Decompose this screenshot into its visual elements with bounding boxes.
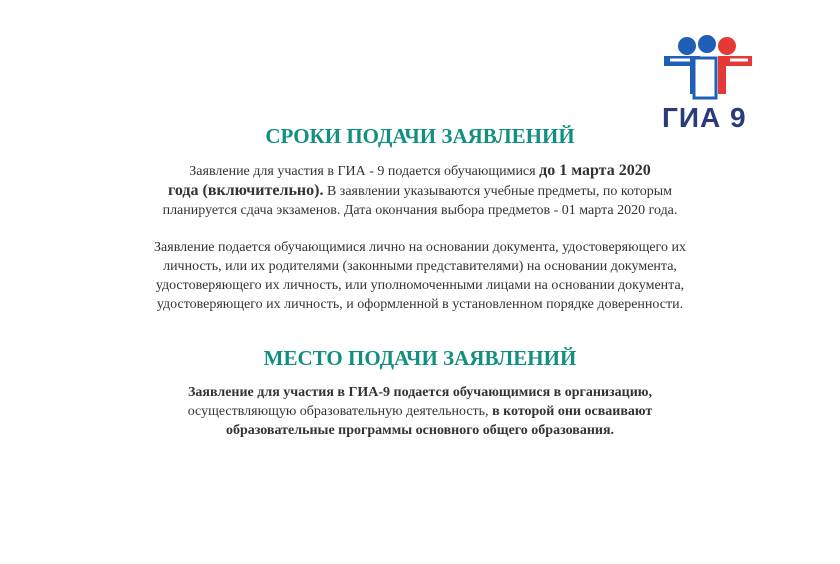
place-line-1: Заявление для участия в ГИА-9 подается обучающимися в организацию, xyxy=(188,385,652,400)
deadline-text-1: Заявление для участия в ГИА - 9 подается обучающимися xyxy=(189,164,540,179)
place-line-2-normal: осуществляющую образовательную деятельность, xyxy=(187,404,493,419)
submission-line-1: Заявление подается обучающимися лично на основании документа, удостоверяющего их xyxy=(154,240,686,255)
submission-line-4: удостоверяющего их личность, и оформленной в установленном порядке доверенности. xyxy=(156,297,684,312)
place-line-3: образовательные программы основного общего образования. xyxy=(225,423,615,438)
place-paragraph xyxy=(110,383,730,440)
submission-method-paragraph xyxy=(100,238,740,314)
gia-logo xyxy=(660,34,780,134)
deadline-inclusive: года (включительно). xyxy=(167,182,324,199)
gia-people-icon xyxy=(660,34,780,104)
submission-line-2: личность, или их родителями (законными представителями) на основании документа, xyxy=(163,259,677,274)
submission-line-3: удостоверяющего их личность, или уполномоченными лицами на основании документа, xyxy=(155,278,685,293)
place-heading: МЕСТО ПОДАЧИ ЗАЯВЛЕНИЙ xyxy=(263,346,577,370)
deadline-heading: СРОКИ ПОДАЧИ ЗАЯВЛЕНИЙ xyxy=(265,124,575,148)
deadline-text-3: планируется сдача экзаменов. Дата окончания выбора предметов - 01 марта 2020 года. xyxy=(162,203,678,218)
deadline-text-2: В заявлении указываются учебные предметы, по которым xyxy=(323,184,673,199)
logo-text: ГИА 9 xyxy=(662,102,747,133)
deadline-date: до 1 марта 2020 xyxy=(539,162,651,179)
place-line-2-bold: в которой они осваивают xyxy=(492,404,653,419)
deadline-paragraph xyxy=(110,161,730,220)
